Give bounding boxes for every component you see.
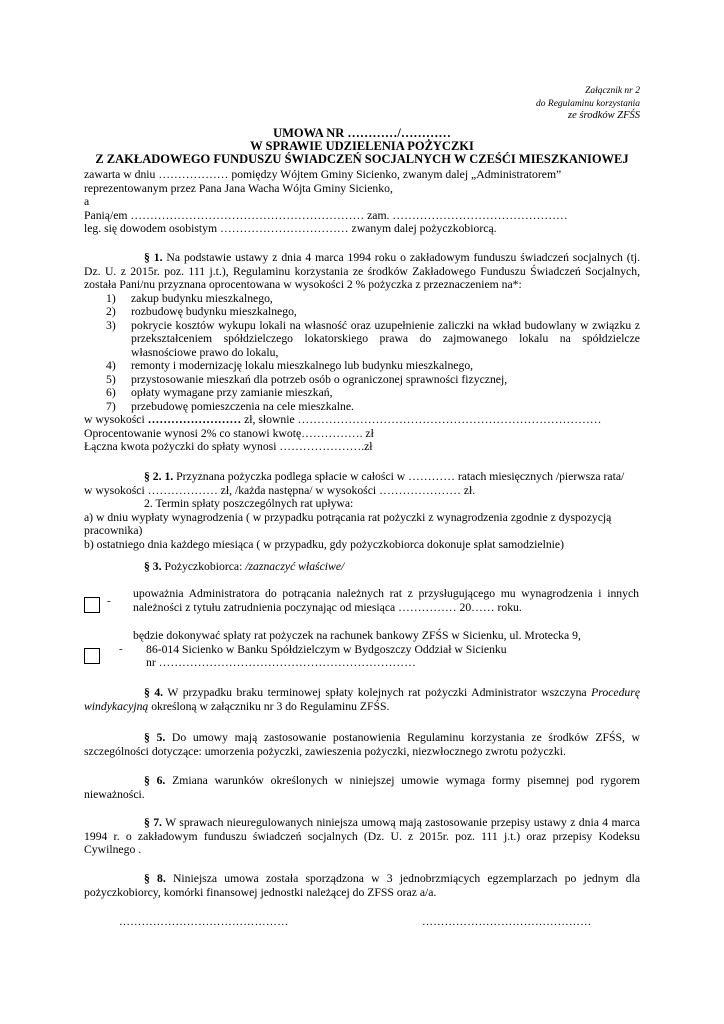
- intro-line-3: a: [84, 195, 90, 208]
- section-4-body-2: określoną w załączniku nr 3 do Regulaminu ZFŚS.: [148, 699, 390, 713]
- amount-dots: ……………………: [147, 413, 242, 426]
- list-item: [104, 386, 640, 400]
- section-6-label: § 6.: [144, 774, 166, 787]
- section-2-point-a: a) w dniu wypłaty wynagrodzenia ( w przypadku potrącania rat pożyczki z wynagrodzenia zgodnie z dyspozycją pracownika): [84, 510, 612, 537]
- intro-line-5: leg. się dowodem osobistym …………………………… zwanym dalej pożyczkobiorcą.: [84, 222, 497, 235]
- section-2-label: § 2. 1.: [144, 470, 174, 483]
- section-2-line-2: w wysokości ……………… zł, /każda następna/ w wysokości ………………… zł.: [84, 483, 476, 497]
- list-number: 6): [106, 386, 116, 399]
- option-1-text: upoważnia Administratora do potrącania należnych rat z przysługującego mu wynagrodzenia i innych należności z tytułu zatrudnienia poczynając od miesiąca …………… 20…… roku.: [133, 587, 639, 614]
- section-4-body-1: W przypadku braku terminowej spłaty kolejnych rat pożyczki Administrator wszczyna: [163, 686, 592, 699]
- section-3-body: Pożyczkobiorca:: [161, 560, 246, 573]
- purpose-list: [104, 292, 640, 414]
- option-1-dash: -: [107, 595, 111, 607]
- option-2-line-1: będzie dokonywać spłaty rat pożyczek na rachunek bankowy ZFŚS w Sicienku, ul. Mrotecka 9,: [133, 629, 581, 642]
- section-7: [84, 816, 640, 857]
- section-7-text: [84, 816, 640, 857]
- section-1: [84, 251, 640, 454]
- section-8-label: § 8.: [144, 872, 166, 885]
- section-1-body: Na podstawie ustawy z dnia 4 marca 1994 roku o zakładowym funduszu świadczeń socjalnych (tj. Dz. U. z 2015r. poz. 111 j.t.), Regulaminu korzystania ze środków Zakładowego Funduszu Świadczeń Socjalnych, została Pani/nu przyznana oprocentowana w wysokości 2 % pożyczka z przeznaczeniem na*:: [84, 251, 640, 291]
- list-item: [104, 319, 640, 360]
- section-5-label: § 5.: [144, 731, 166, 744]
- section-2-text: Przyznana pożyczka podlega spłacie w całości w ………… ratach miesięcznych /pierwsza rata/: [173, 470, 625, 483]
- section-1-label: § 1.: [144, 251, 163, 264]
- amount-line: [84, 413, 640, 427]
- total-line: Łączna kwota pożyczki do spłaty wynosi ………………….zł: [84, 440, 373, 453]
- section-6-body: Zmiana warunków określonych w niniejszej umowie wymaga formy pisemnej pod rygorem nieważności.: [84, 774, 641, 801]
- attachment-line-1: Załącznik nr 2: [585, 86, 640, 96]
- section-6-text: [84, 774, 640, 801]
- rate-line: Oprocentowanie wynosi 2% co stanowi kwotę……………. zł: [84, 426, 374, 440]
- section-2-line-1: [84, 470, 640, 484]
- list-number: 2): [106, 305, 116, 318]
- list-number: 4): [106, 359, 116, 372]
- option-2-text: [133, 629, 639, 670]
- section-8-text: [84, 872, 640, 899]
- attachment-line-3: ze środków ZFŚS: [568, 110, 640, 121]
- document-title: [80, 127, 644, 166]
- title-line-3: Z ZAKŁADOWEGO FUNDUSZU ŚWIADCZEŃ SOCJALNYCH W CZEŚĆI MIESZKANIOWEJ: [95, 152, 629, 166]
- option-2-checkbox[interactable]: [84, 648, 100, 664]
- section-2-point-b: b) ostatniego dnia każdego miesiąca ( w przypadku, gdy pożyczkobiorca dokonuje spłat samodzielnie): [84, 537, 565, 551]
- list-text: rozbudowę budynku mieszkalnego,: [131, 305, 297, 318]
- list-text: przebudowę pomieszczenia na cele mieszkalne.: [131, 399, 354, 413]
- amount-suffix: zł, słownie ……………………………………………………………………: [241, 413, 602, 426]
- signature-right: ………………………………………: [422, 916, 592, 928]
- list-text: zakup budynku mieszkalnego,: [131, 291, 273, 305]
- option-1-checkbox[interactable]: [84, 597, 100, 613]
- section-4-label: § 4.: [144, 686, 164, 699]
- section-5: [84, 731, 640, 758]
- list-number: 3): [106, 318, 116, 332]
- section-8-body: Niniejsza umowa została sporządzona w 3 jednobrzmiących egzemplarzach po jednym dla pożyczkobiorcy, komórki finansowej jednostki należącej do ZFSS oraz a/a.: [84, 872, 641, 899]
- section-4-italic: Procedurę windykacyjną: [84, 686, 641, 713]
- list-text: remonty i modernizację lokalu mieszkalnego lub budynku mieszkalnego,: [131, 359, 474, 372]
- section-1-text: [84, 251, 640, 292]
- attachment-line-2: do Regulaminu korzystania: [536, 98, 640, 109]
- list-item: [104, 305, 640, 319]
- list-text: opłaty wymagane przy zamianie mieszkań,: [131, 386, 333, 399]
- section-2-point-2: 2. Termin spłaty poszczególnych rat upływa:: [144, 497, 354, 510]
- title-line-2: W SPRAWIE UDZIELENIA POŻYCZKI: [250, 139, 474, 153]
- section-6: [84, 774, 640, 801]
- section-3-label: § 3.: [144, 560, 162, 573]
- intro-block: [84, 168, 640, 236]
- section-5-text: [84, 731, 640, 758]
- section-7-label: § 7.: [144, 816, 162, 829]
- section-4: [84, 686, 640, 713]
- list-text: pokrycie kosztów wykupu lokali na własność oraz uzupełnienie zaliczki na wkład budowlany w związku z przekształceniem spółdzielczego lokatorskiego prawa do zajmowanego lokalu na spółdzielcze własnościowe prawo do lokalu,: [131, 318, 640, 359]
- attachment-note: [536, 85, 640, 123]
- section-7-body: W sprawach nieuregulowanych niniejsza umową mają zastosowanie przepisy ustawy z dnia 4 marca 1994 r. o zakładowym funduszu świadczeń socjalnych (Dz. U. z 2015r. poz. 111 j.t.) oraz przepisy Kodeksu Cywilnego .: [84, 816, 640, 856]
- section-2: [84, 470, 640, 551]
- list-text: przystosowanie mieszkań dla potrzeb osób o ograniczonej sprawności fizycznej,: [131, 372, 508, 386]
- option-2-line-2: 86-014 Sicienko w Banku Spółdzielczym w Bydgoszczy Oddział w Sicienku: [146, 642, 507, 656]
- option-2-dash: -: [119, 643, 123, 655]
- list-number: 5): [106, 372, 116, 386]
- intro-line-2: reprezentowanym przez Pana Jana Wacha Wójta Gminy Sicienko,: [84, 181, 393, 195]
- intro-line-4: Panią/em …………………………………………………… zam. ………………………………………: [84, 208, 568, 222]
- amount-prefix: w wysokości: [84, 413, 148, 426]
- signature-left: ………………………………………: [119, 916, 289, 928]
- list-item: [104, 400, 640, 414]
- section-8: [84, 872, 640, 899]
- section-3: [84, 560, 640, 574]
- title-line-1: UMOWA NR …………/…………: [273, 126, 451, 140]
- list-item: [104, 359, 640, 373]
- section-5-body: Do umowy mają zastosowanie postanowienia Regulaminu korzystania ze środków ZFŚS, w szczególności dotyczące: umorzenia pożyczki, zawieszenia pożyczki, niezwłocznego zwrotu pożyczki.: [84, 731, 640, 758]
- option-2-line-3: nr …………………………………………………………: [146, 656, 416, 669]
- section-3-hint: /zaznaczyć właściwe/: [245, 560, 345, 573]
- list-number: 7): [106, 399, 116, 413]
- intro-line-1: zawarta w dniu ……………… pomiędzy Wójtem Gminy Sicienko, zwanym dalej „Administratorem”: [84, 168, 562, 181]
- list-number: 1): [106, 291, 116, 305]
- list-item: [104, 292, 640, 306]
- section-4-text: [84, 686, 640, 713]
- section-3-text: [84, 560, 640, 574]
- list-item: [104, 373, 640, 387]
